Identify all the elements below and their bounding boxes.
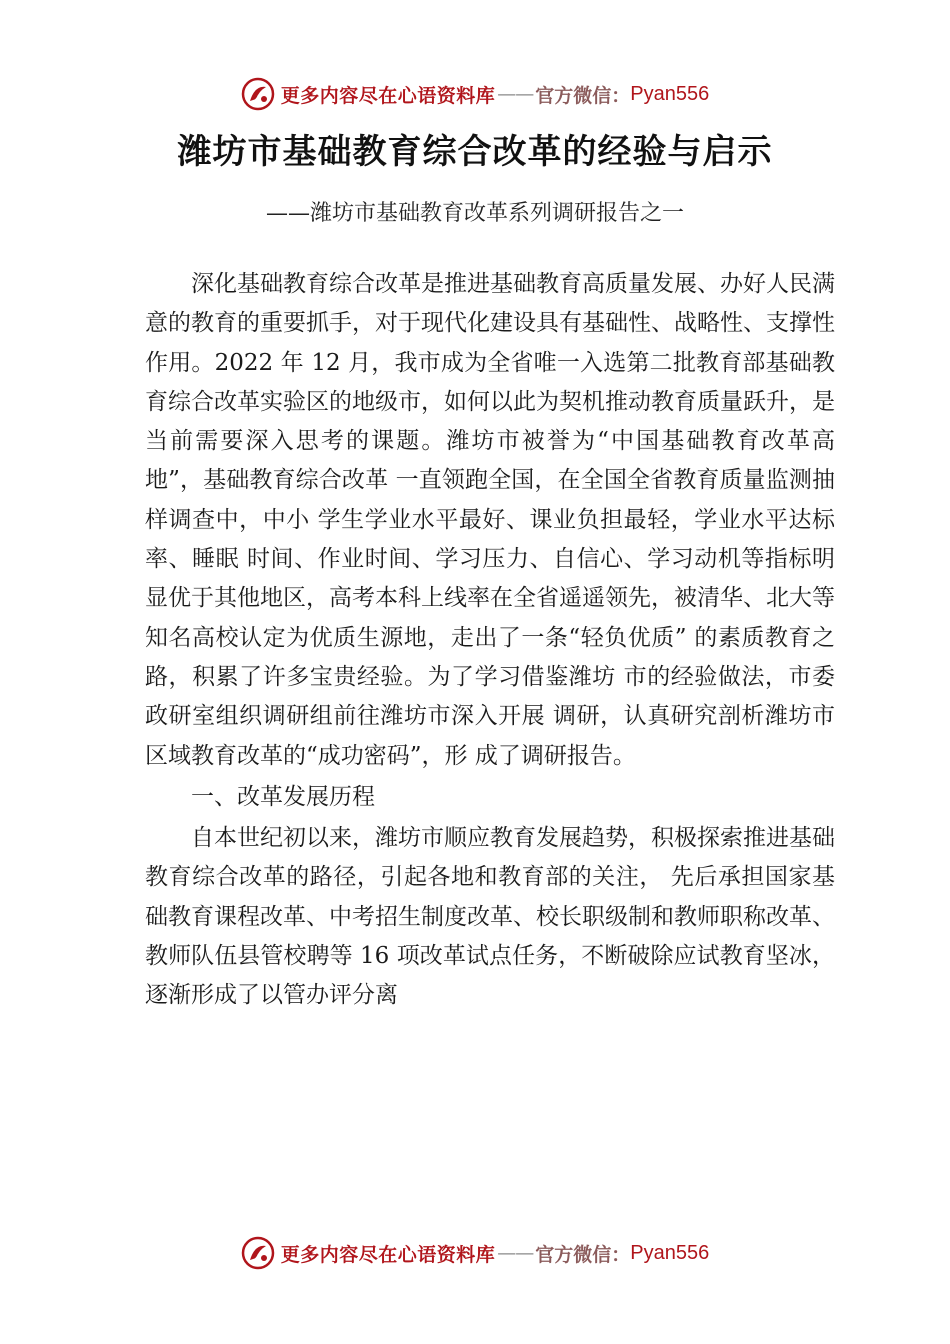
section-heading: 一、改革发展历程: [191, 783, 375, 810]
watermark-wechat-id: Pyan556: [630, 82, 710, 105]
document-subtitle: ——潍坊市基础教育改革系列调研报告之一: [265, 201, 684, 226]
watermark-banner-bottom: [0, 1233, 950, 1273]
watermark-logo-icon: [241, 77, 275, 111]
body-paragraph: 自本世纪初以来，潍坊市顺应教育发展趋势，积极探索推进基础教育综合改革的路径，引起各地和教育部的关注， 先后承担国家基础教育课程改革、中考招生制度改革、校长职级制和教师职称改革、教师队伍县管校聘等 16 项改革试点任务，不断破除应试教育坚冰，逐渐形成了以管办评分离: [145, 825, 835, 1009]
watermark-wechat-label: 官方微信：: [535, 84, 631, 107]
watermark-wechat-id: Pyan556: [630, 1241, 710, 1264]
watermark-logo-icon: [241, 1236, 275, 1270]
watermark-text: 更多内容尽在心语资料库: [280, 1243, 496, 1266]
watermark-dash: ——: [497, 83, 534, 105]
document-body: [145, 265, 835, 1016]
watermark-banner-top: [0, 74, 950, 114]
watermark-wechat-label: 官方微信：: [535, 1243, 631, 1266]
watermark-text: 更多内容尽在心语资料库: [280, 84, 496, 107]
watermark-dash: ——: [497, 1242, 534, 1264]
document-title: 潍坊市基础教育综合改革的经验与启示: [177, 132, 773, 172]
body-paragraph: 深化基础教育综合改革是推进基础教育高质量发展、办好人民满意的教育的重要抓手，对于现代化建设具有基础性、战略性、支撑性作用。2022 年 12 月，我市成为全省唯一入选第二批教育部基础教育综合改革实验区的地级市，如何以此为契机推动教育质量跃升，是当前需要深入思考的课题。潍坊市被誉为“中国基础教育改革高地”，基础教育综合改革 一直领跑全国，在全国全省教育质量监测抽样调查中，中小 学生学业水平最好、课业负担最轻，学业水平达标率、睡眠 时间、作业时间、学习压力、自信心、学习动机等指标明显优于其他地区，高考本科上线率在全省遥遥领先，被清华、北大等知名高校认定为优质生源地，走出了一条“轻负优质” 的素质教育之路，积累了许多宝贵经验。为了学习借鉴潍坊 市的经验做法，市委政研室组织调研组前往潍坊市深入开展 调研，认真研究剖析潍坊市区域教育改革的“成功密码”，形 成了调研报告。: [145, 271, 835, 769]
